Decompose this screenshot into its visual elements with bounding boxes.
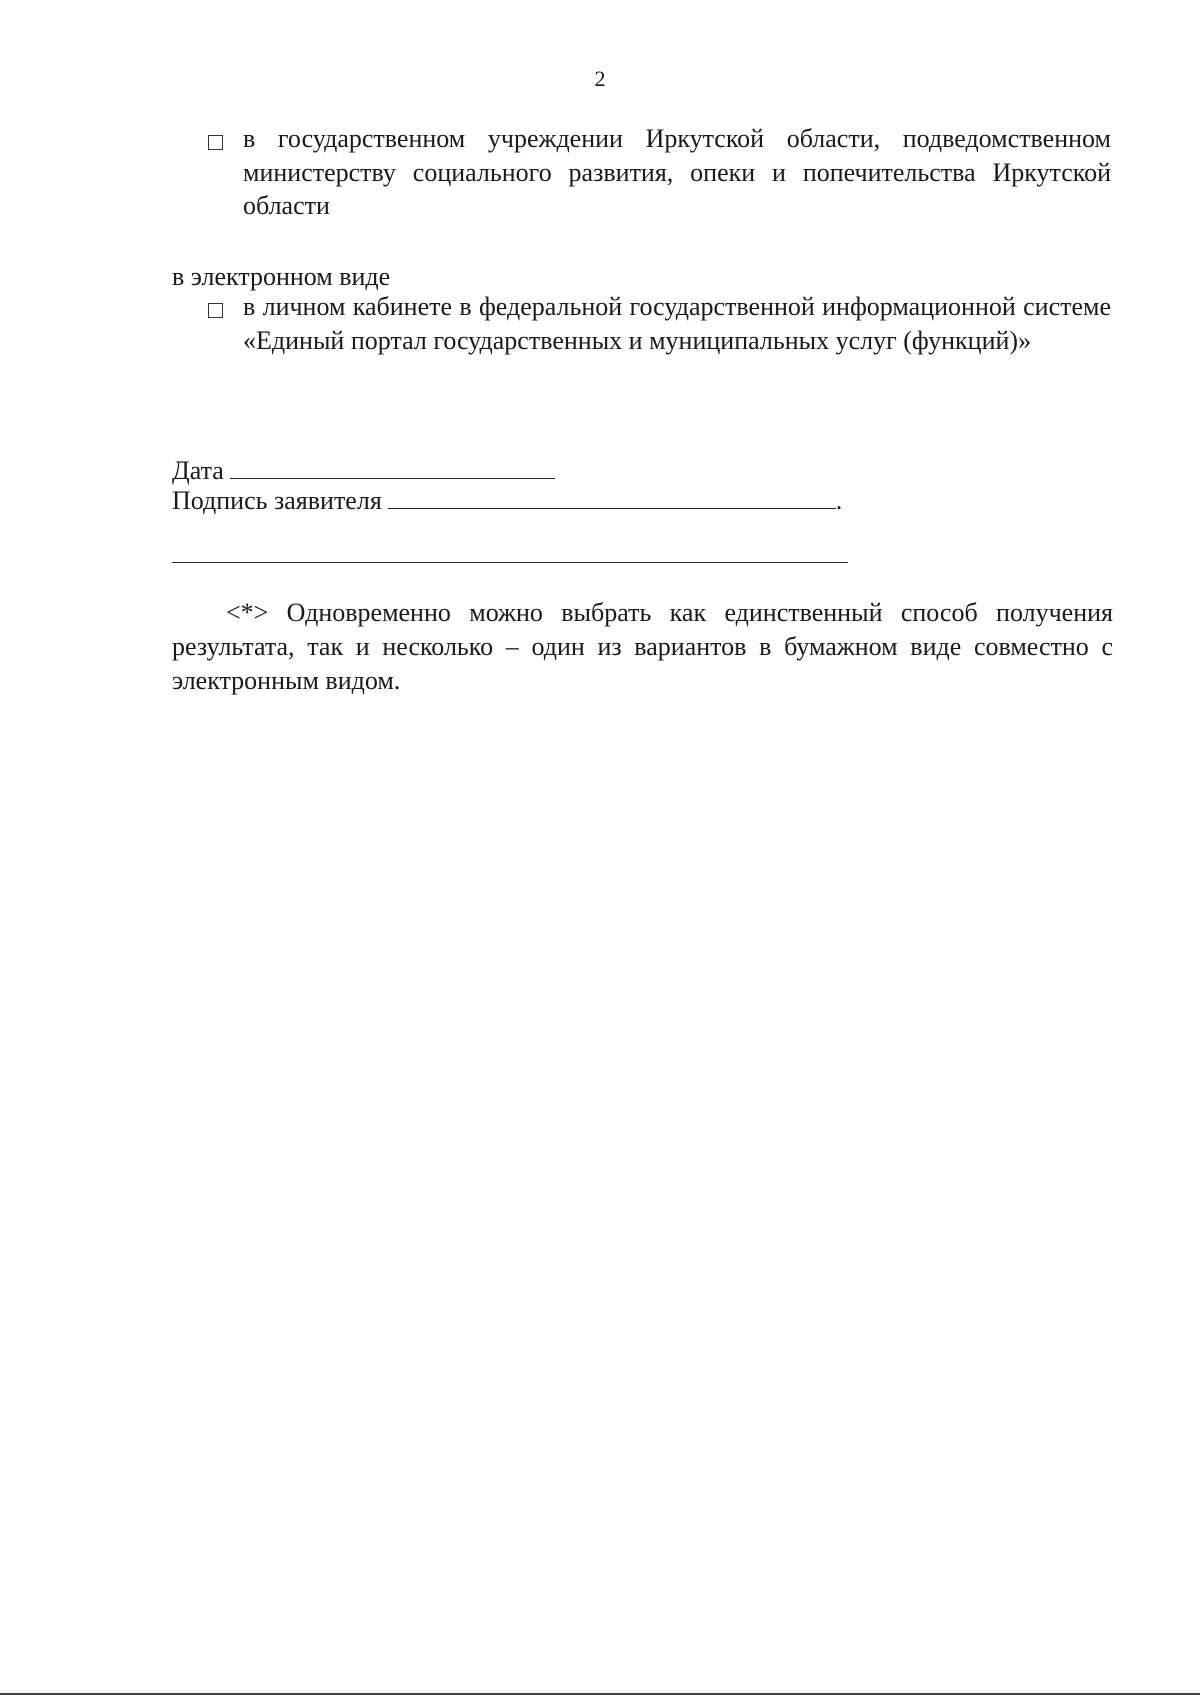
signature-blank-line[interactable]: [388, 486, 836, 509]
signature-field-row: [172, 485, 842, 517]
footnote-separator: [172, 562, 848, 563]
option-state-institution[interactable]: [208, 122, 1114, 232]
date-field-row: [172, 455, 555, 487]
checkbox-state-institution[interactable]: [208, 135, 223, 150]
scan-bottom-edge: [0, 1693, 1200, 1695]
signature-label: Подпись заявителя: [172, 486, 382, 515]
footnote-text: <*> Одновременно можно выбрать как единственный способ получения результата, так и несколько – один из вариантов в бумажном виде совместно с электронным видом.: [172, 598, 1113, 695]
signature-trailing-period: .: [835, 486, 843, 515]
option-gosuslugi-account[interactable]: [208, 290, 1114, 400]
option-gosuslugi-account-label: в личном кабинете в федеральной государственной информационной системе «Единый портал государственных и муниципальных услуг (функций)»: [243, 292, 1111, 355]
option-state-institution-label: в государственном учреждении Иркутской области, подведомственном министерству социального развития, опеки и попечительства Иркутской области: [243, 124, 1111, 220]
checkbox-gosuslugi-account[interactable]: [208, 303, 223, 318]
page-number: 2: [594, 66, 606, 91]
date-blank-line[interactable]: [230, 456, 555, 479]
date-label: Дата: [172, 456, 224, 485]
section-heading-electronic: в электронном виде: [172, 262, 391, 291]
